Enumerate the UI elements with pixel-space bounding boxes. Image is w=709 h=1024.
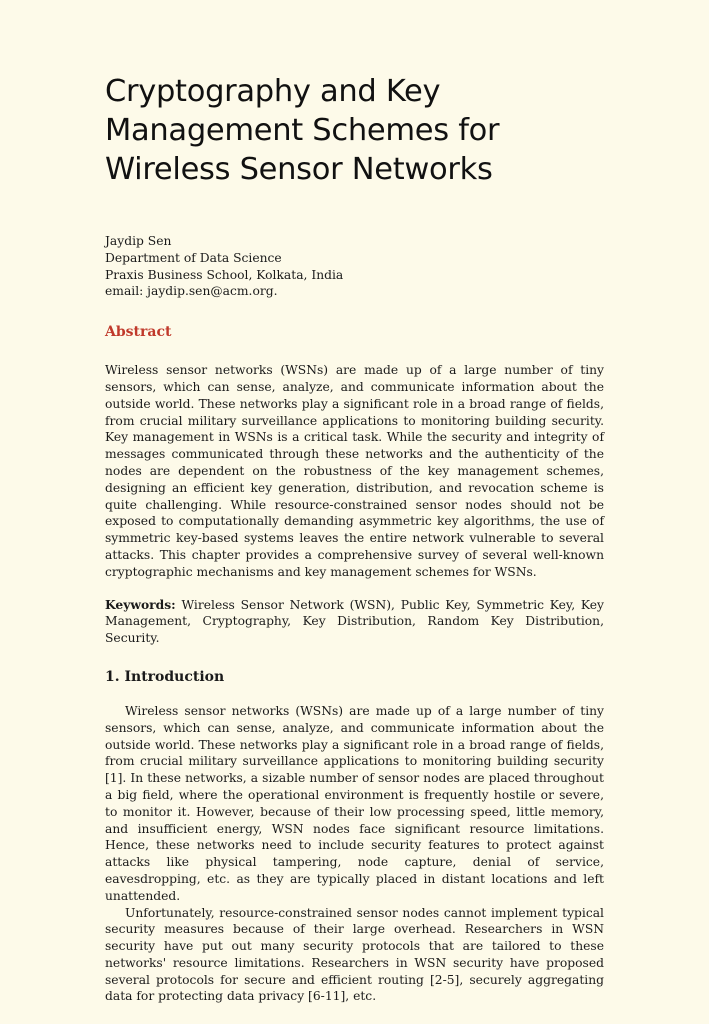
author-block [105, 233, 604, 300]
keywords-label: Keywords: [105, 596, 176, 612]
paper-title: Cryptography and Key Management Schemes for Wireless Sensor Networks [105, 74, 500, 187]
intro-paragraph: Unfortunately, resource-constrained sensor nodes cannot implement typical security measures because of their large overhead. Researchers in WSN security have put out many security protocols that are tailored to these networks' resource limitations. Researchers in WSN security have proposed several protocols for secure and efficient routing [2-5], securely aggregating data for protecting data privacy [6-11], etc. [105, 905, 604, 1004]
author-email: email: jaydip.sen@acm.org. [105, 284, 278, 299]
keywords-block [105, 597, 604, 647]
author-name: Jaydip Sen [105, 234, 172, 248]
author-affiliation: Praxis Business School, Kolkata, India [105, 267, 344, 282]
intro-paragraph: Wireless sensor networks (WSNs) are made up of a large number of tiny sensors, which can sense, analyze, and communicate information about the outside world. These networks play a significant role in a broad range of fields, from crucial military surveillance applications to monitoring building security [1]. In these networks, a sizable number of sensor nodes are placed throughout a big field, where the operational environment is frequently hostile or severe, to monitor it. However, because of their low processing speed, little memory, and insufficient energy, WSN nodes face significant resource limitations. Hence, these networks need to include security features to protect against attacks like physical tampering, node capture, denial of service, eavesdropping, etc. as they are typically placed in distant locations and left unattended. [105, 703, 604, 903]
author-department: Department of Data Science [105, 250, 282, 265]
abstract-heading: Abstract [105, 324, 172, 341]
section-heading-introduction: 1. Introduction [105, 668, 225, 685]
paper-page [105, 72, 604, 1005]
keywords-text: Wireless Sensor Network (WSN), Public Key, Symmetric Key, Key Management, Cryptography, Key Distribution, Random Key Distribution, Security. [105, 597, 604, 646]
abstract-text: Wireless sensor networks (WSNs) are made up of a large number of tiny sensors, which can sense, analyze, and communicate information about the outside world. These networks play a significant role in a broad range of fields, from crucial military surveillance applications to monitoring building security. Key management in WSNs is a critical task. While the security and integrity of messages communicated through these networks and the authenticity of the nodes are dependent on the robustness of the key management schemes, designing an efficient key generation, distribution, and revocation scheme is quite challenging. While resource-constrained sensor nodes should not be exposed to computationally demanding asymmetric key algorithms, the use of symmetric key-based systems leaves the entire network vulnerable to several attacks. This chapter provides a comprehensive survey of several well-known cryptographic mechanisms and key management schemes for WSNs. [105, 363, 604, 579]
